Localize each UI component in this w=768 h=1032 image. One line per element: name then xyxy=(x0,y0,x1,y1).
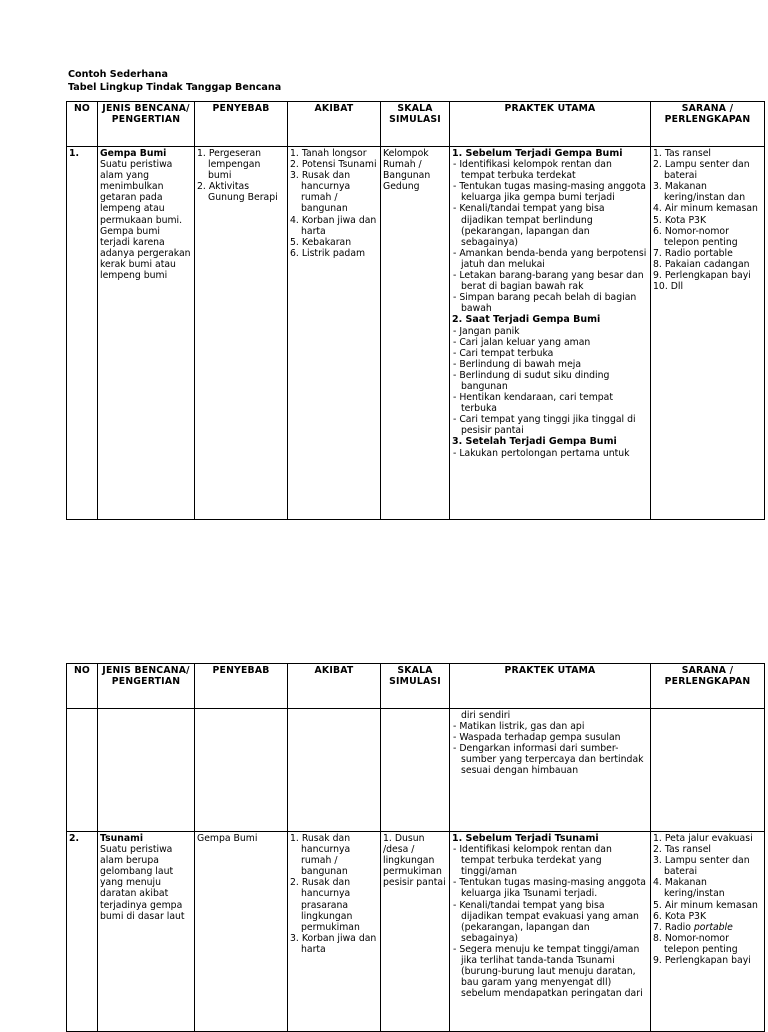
header-no: NO xyxy=(67,664,98,709)
row-number: 2. xyxy=(67,832,98,1032)
header-penyebab: PENYEBAB xyxy=(195,664,288,709)
praktek-item: - Berlindung di sudut siku dinding bangunan xyxy=(453,369,610,392)
sarana-item: 4. Makanan kering/instan xyxy=(653,877,725,900)
praktek-item: - Lakukan pertolongan pertama untuk xyxy=(453,447,630,459)
akibat-cell xyxy=(288,147,381,520)
header-jenis: JENIS BENCANA/ PENGERTIAN xyxy=(98,102,195,147)
row-number: 1. xyxy=(67,147,98,520)
praktek-item: - Simpan barang pecah belah di bagian bawah xyxy=(453,292,637,315)
table-row-gempa xyxy=(67,147,765,520)
praktek-item: - Kenali/tandai tempat yang bisa dijadikan tempat berlindung (pekarangan, lapangan dan sebagainya) xyxy=(453,203,605,248)
header-sarana: SARANA / PERLENGKAPAN xyxy=(651,102,765,147)
akibat-item: 1. Rusak dan hancurnya rumah / bangunan xyxy=(290,833,351,878)
praktek-item: - Identifikasi kelompok rentan dan tempat terbuka terdekat xyxy=(453,159,612,182)
sarana-item: 8. Nomor-nomor telepon penting xyxy=(653,932,738,955)
title-line-2: Tabel Lingkup Tindak Tanggap Bencana xyxy=(68,81,282,93)
sarana-item: 2. Tas ransel xyxy=(653,844,712,856)
sarana-item: 1. Tas ransel xyxy=(653,148,712,159)
penyebab-item: 2. Aktivitas Gunung Berapi xyxy=(197,181,278,204)
praktek-item: - Cari tempat terbuka xyxy=(453,347,554,359)
title-line-1: Contoh Sederhana xyxy=(68,69,168,80)
praktek-cell xyxy=(450,709,651,832)
jenis-cell xyxy=(98,832,195,1032)
phase-title: 3. Setelah Terjadi Gempa Bumi xyxy=(452,436,617,448)
table-header-row xyxy=(67,102,765,147)
praktek-item: - Waspada terhadap gempa susulan xyxy=(453,732,621,744)
akibat-item: 4. Korban jiwa dan harta xyxy=(290,214,377,237)
sarana-item: 2. Lampu senter dan baterai xyxy=(653,159,750,182)
sarana-item: 4. Air minum kemasan xyxy=(653,203,758,215)
praktek-cell xyxy=(450,147,651,520)
disaster-name: Tsunami xyxy=(100,833,144,844)
sarana-cell xyxy=(651,832,765,1032)
disaster-table-page-2 xyxy=(66,663,765,1032)
akibat-item: 3. Rusak dan hancurnya rumah / bangunan xyxy=(290,170,351,215)
disaster-name: Gempa Bumi xyxy=(100,148,167,159)
header-skala: SKALA SIMULASI xyxy=(381,102,450,147)
header-akibat: AKIBAT xyxy=(288,664,381,709)
akibat-item: 5. Kebakaran xyxy=(290,236,352,248)
sarana-item: 9. Perlengkapan bayi xyxy=(653,955,751,967)
sarana-cell xyxy=(651,147,765,520)
praktek-cell xyxy=(450,832,651,1032)
praktek-item: - Matikan listrik, gas dan api xyxy=(453,721,585,733)
praktek-item: - Berlindung di bawah meja xyxy=(453,358,582,370)
akibat-item: 1. Tanah longsor xyxy=(290,148,367,159)
header-penyebab: PENYEBAB xyxy=(195,102,288,147)
penyebab-cell xyxy=(195,147,288,520)
praktek-item: - Letakan barang-barang yang besar dan berat di bagian bawah rak xyxy=(453,270,644,293)
disaster-table-page-1 xyxy=(66,101,765,520)
praktek-item: - Jangan panik xyxy=(453,325,520,337)
penyebab-item: 1. Pergeseran lempengan bumi xyxy=(197,148,262,182)
praktek-item: - Cari jalan keluar yang aman xyxy=(453,336,591,348)
phase-title: 1. Sebelum Terjadi Tsunami xyxy=(452,833,599,844)
praktek-continued-line: diri sendiri xyxy=(461,710,511,721)
header-skala: SKALA SIMULASI xyxy=(381,664,450,709)
akibat-item: 6. Listrik padam xyxy=(290,247,366,259)
phase-title: 1. Sebelum Terjadi Gempa Bumi xyxy=(452,148,623,159)
praktek-item: - Tentukan tugas masing-masing anggota keluarga jika gempa bumi terjadi xyxy=(453,181,646,204)
sarana-item: 8. Pakaian cadangan xyxy=(653,258,750,270)
praktek-item: - Tentukan tugas masing-masing anggota keluarga jika Tsunami terjadi. xyxy=(453,877,646,900)
disaster-definition: Suatu peristiwa alam berupa gelombang laut yang menuju daratan akibat terjadinya gempa bumi di dasar laut xyxy=(100,844,185,922)
table-row-continuation xyxy=(67,709,765,832)
sarana-item: 1. Peta jalur evakuasi xyxy=(653,833,753,844)
akibat-item: 3. Korban jiwa dan harta xyxy=(290,932,377,955)
page-title xyxy=(68,69,281,94)
sarana-item: 6. Nomor-nomor telepon penting xyxy=(653,225,738,248)
table-row-tsunami xyxy=(67,832,765,1032)
penyebab-text: Gempa Bumi xyxy=(197,833,258,844)
sarana-item: 6. Kota P3K xyxy=(653,910,707,922)
jenis-cell xyxy=(98,147,195,520)
disaster-definition: Suatu peristiwa alam yang menimbulkan getaran pada lempeng atau permukaan bumi. Gempa bumi terjadi karena adanya pergerakan kerak bumi atau lempeng bumi xyxy=(100,159,191,282)
akibat-cell xyxy=(288,832,381,1032)
header-no: NO xyxy=(67,102,98,147)
sarana-item: 9. Perlengkapan bayi xyxy=(653,270,751,282)
sarana-item: 7. Radio portable xyxy=(653,247,733,259)
phase-title: 2. Saat Terjadi Gempa Bumi xyxy=(452,314,601,326)
skala-cell xyxy=(381,832,450,1032)
header-jenis: JENIS BENCANA/ PENGERTIAN xyxy=(98,664,195,709)
penyebab-cell xyxy=(195,832,288,1032)
table-header-row xyxy=(67,664,765,709)
sarana-item: 10. Dll xyxy=(653,281,684,293)
header-praktek: PRAKTEK UTAMA xyxy=(450,102,651,147)
sarana-item: 5. Kota P3K xyxy=(653,214,707,226)
sarana-item: 5. Air minum kemasan xyxy=(653,899,758,911)
praktek-item: - Amankan benda-benda yang berpotensi jatuh dan melukai xyxy=(453,247,647,270)
praktek-item: - Kenali/tandai tempat yang bisa dijadikan tempat evakuasi yang aman (pekarangan, lapangan dan sebagainya) xyxy=(453,899,639,944)
praktek-item: - Dengarkan informasi dari sumber-sumber yang terpercaya dan bertindak sesuai dengan himbauan xyxy=(453,743,644,777)
akibat-item: 2. Rusak dan hancurnya prasarana lingkungan permukiman xyxy=(290,877,360,933)
sarana-item: 3. Makanan kering/instan dan xyxy=(653,181,746,204)
praktek-item: - Hentikan kendaraan, cari tempat terbuka xyxy=(453,392,614,415)
akibat-item: 2. Potensi Tsunami xyxy=(290,159,377,171)
skala-text: 1. Dusun /desa / lingkungan permukiman pesisir pantai xyxy=(383,833,446,889)
praktek-item: - Segera menuju ke tempat tinggi/aman jika terlihat tanda-tanda Tsunami (burung-burung laut menuju daratan, bau garam yang menyengat dll) sebelum mendapatkan peringatan dari xyxy=(453,943,643,1000)
skala-cell xyxy=(381,147,450,520)
skala-text: Kelompok Rumah / Bangunan Gedung xyxy=(383,148,431,193)
header-sarana: SARANA / PERLENGKAPAN xyxy=(651,664,765,709)
header-praktek: PRAKTEK UTAMA xyxy=(450,664,651,709)
sarana-item: 7. Radio portable xyxy=(653,921,733,933)
praktek-item: - Cari tempat yang tinggi jika tinggal di pesisir pantai xyxy=(453,414,636,437)
praktek-item: - Identifikasi kelompok rentan dan tempat terbuka terdekat yang tinggi/aman xyxy=(453,844,612,878)
header-akibat: AKIBAT xyxy=(288,102,381,147)
sarana-item: 3. Lampu senter dan baterai xyxy=(653,855,750,878)
